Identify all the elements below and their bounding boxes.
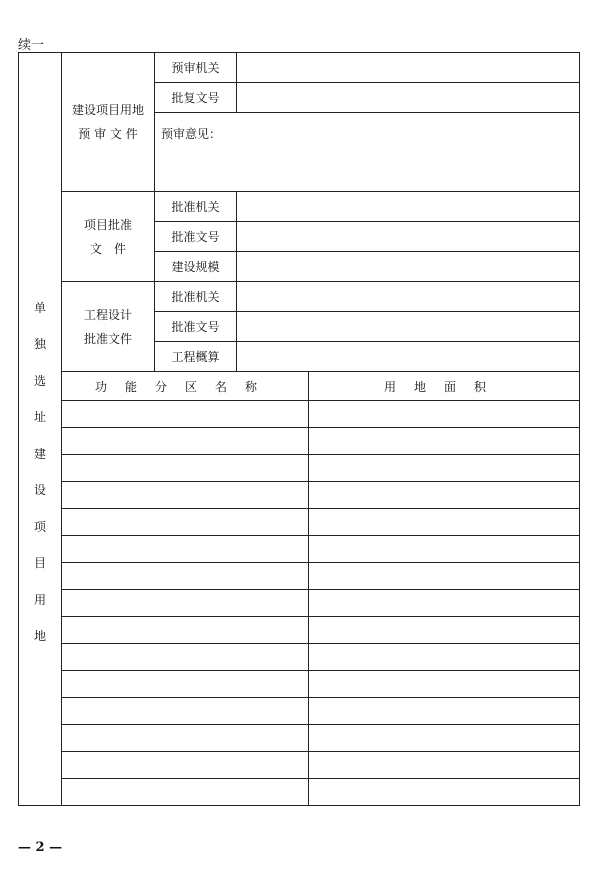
area-table-row: [19, 752, 580, 779]
area-size-field[interactable]: [309, 482, 580, 509]
side-label-char: 单: [33, 300, 46, 315]
area-name-field[interactable]: [62, 779, 309, 806]
area-name-field[interactable]: [62, 536, 309, 563]
area-name-field[interactable]: [62, 482, 309, 509]
area-name-field[interactable]: [62, 509, 309, 536]
area-size-field[interactable]: [309, 725, 580, 752]
preapproval-doc-number-label: 批复文号: [155, 83, 237, 113]
project-approval-scale-label: 建设规模: [155, 252, 237, 282]
area-table-row: [19, 725, 580, 752]
area-table-row: [19, 644, 580, 671]
area-size-field[interactable]: [309, 455, 580, 482]
area-table-row: [19, 509, 580, 536]
project-approval-doc-number-label: 批准文号: [155, 222, 237, 252]
area-name-field[interactable]: [62, 671, 309, 698]
area-table-row: [19, 590, 580, 617]
area-name-field[interactable]: [62, 401, 309, 428]
area-table-row: [19, 617, 580, 644]
side-label-char: 用: [33, 592, 46, 607]
project-approval-scale-field[interactable]: [237, 252, 580, 282]
area-name-field[interactable]: [62, 455, 309, 482]
area-size-field[interactable]: [309, 698, 580, 725]
area-table-row: [19, 536, 580, 563]
area-table-row: [19, 428, 580, 455]
side-label-char: 独: [33, 337, 46, 351]
engineering-approval-budget-label: 工程概算: [155, 342, 237, 372]
area-size-field[interactable]: [309, 563, 580, 590]
preapproval-authority-field[interactable]: [237, 53, 580, 83]
side-label: [19, 53, 62, 806]
area-name-field[interactable]: [62, 698, 309, 725]
land-use-form: [18, 52, 580, 806]
area-size-field[interactable]: [309, 401, 580, 428]
page-number: — 2 —: [18, 840, 63, 855]
area-col-size-header: 用地面积: [309, 372, 580, 401]
area-table-row: [19, 698, 580, 725]
area-size-field[interactable]: [309, 536, 580, 563]
project-approval-authority-label: 批准机关: [155, 192, 237, 222]
area-table-row: [19, 779, 580, 806]
project-approval-doc-number-field[interactable]: [237, 222, 580, 252]
project-approval-group-label: 项目批准 文 件: [62, 192, 155, 282]
area-table-row: [19, 455, 580, 482]
area-name-field[interactable]: [62, 644, 309, 671]
area-col-name-header: 功能分区名称: [62, 372, 309, 401]
area-size-field[interactable]: [309, 752, 580, 779]
area-size-field[interactable]: [309, 590, 580, 617]
area-table-row: [19, 671, 580, 698]
area-name-field[interactable]: [62, 563, 309, 590]
engineering-approval-doc-number-field[interactable]: [237, 312, 580, 342]
continuation-label: 续一: [18, 38, 45, 53]
side-label-char: 建: [33, 446, 46, 461]
side-label-char: 项: [33, 519, 46, 534]
area-table-row: [19, 401, 580, 428]
engineering-approval-doc-number-label: 批准文号: [155, 312, 237, 342]
area-table-row: [19, 563, 580, 590]
area-name-field[interactable]: [62, 428, 309, 455]
preapproval-authority-label: 预审机关: [155, 53, 237, 83]
engineering-approval-group-label: 工程设计 批准文件: [62, 282, 155, 372]
area-size-field[interactable]: [309, 644, 580, 671]
area-size-field[interactable]: [309, 779, 580, 806]
preapproval-doc-number-field[interactable]: [237, 83, 580, 113]
area-name-field[interactable]: [62, 617, 309, 644]
area-name-field[interactable]: [62, 752, 309, 779]
preapproval-group-label: 建设项目用地 预 审 文 件: [62, 53, 155, 192]
area-size-field[interactable]: [309, 428, 580, 455]
side-label-char: 地: [33, 629, 46, 643]
engineering-approval-authority-label: 批准机关: [155, 282, 237, 312]
area-table-row: [19, 482, 580, 509]
engineering-approval-authority-field[interactable]: [237, 282, 580, 312]
engineering-approval-budget-field[interactable]: [237, 342, 580, 372]
side-label-char: 址: [33, 410, 46, 424]
area-name-field[interactable]: [62, 590, 309, 617]
preapproval-opinion-field[interactable]: [155, 113, 580, 192]
side-label-char: 设: [33, 483, 46, 497]
project-approval-authority-field[interactable]: [237, 192, 580, 222]
area-size-field[interactable]: [309, 671, 580, 698]
area-name-field[interactable]: [62, 725, 309, 752]
preapproval-opinion-label: 预审意见：: [161, 127, 222, 141]
side-label-char: 目: [33, 556, 46, 570]
side-label-char: 选: [33, 373, 46, 388]
area-size-field[interactable]: [309, 509, 580, 536]
area-size-field[interactable]: [309, 617, 580, 644]
